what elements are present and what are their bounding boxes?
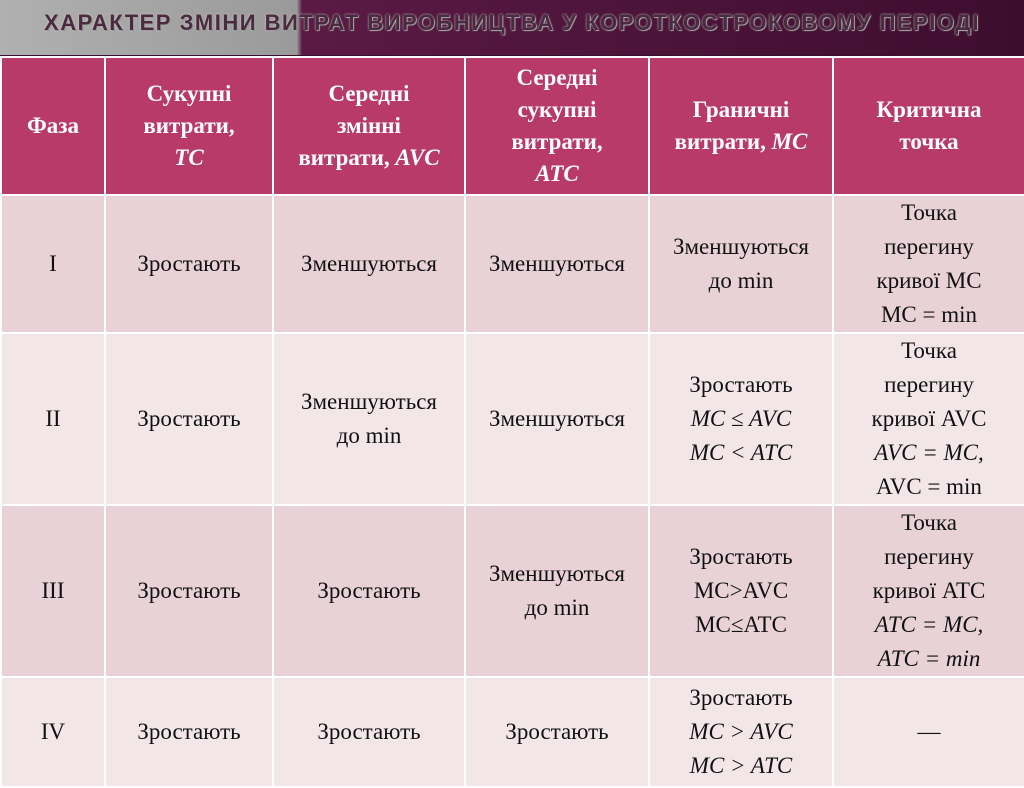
- cell-line: ATC = MC,: [874, 612, 984, 637]
- cell-avc: [273, 195, 465, 333]
- cell-line: Зменшуються: [300, 251, 437, 276]
- cell-line: Зменшуються: [488, 406, 625, 431]
- header-atc-line: сукупні: [517, 97, 597, 122]
- header-atc: [465, 57, 649, 195]
- cell-line: Зростають: [689, 372, 793, 397]
- cell-line: Зростають: [317, 578, 421, 603]
- cell-line: Зростають: [505, 719, 609, 744]
- cell-line: кривої MC: [876, 268, 982, 293]
- header-critical: [833, 57, 1024, 195]
- cell-line: до min: [336, 423, 402, 448]
- cell-mc: [649, 333, 833, 505]
- header-avc-line: витрати,: [298, 145, 396, 170]
- title-bar: [0, 0, 1024, 55]
- cell-critical: [833, 505, 1024, 677]
- cell-line: Зростають: [317, 719, 421, 744]
- cell-line: Точка: [901, 200, 957, 225]
- cell-tc: Зростають: [105, 333, 273, 505]
- cell-line: Зменшуються: [488, 561, 625, 586]
- cell-line: —: [917, 719, 941, 744]
- cell-atc: [465, 677, 649, 787]
- cell-phase: III: [1, 505, 105, 677]
- cell-tc: Зростають: [105, 195, 273, 333]
- header-critical-line: Критична: [876, 97, 982, 122]
- header-avc-abbr: AVC: [395, 145, 440, 170]
- table-row: [1, 333, 1024, 505]
- cell-line: MC > ATC: [689, 753, 793, 778]
- header-avc-line: Середні: [328, 81, 410, 106]
- cell-line: MC>AVC: [693, 578, 789, 603]
- cell-line: до min: [708, 268, 774, 293]
- header-mc-line: Граничні: [692, 97, 790, 122]
- header-row: [1, 57, 1024, 195]
- header-atc-line: Середні: [516, 65, 598, 90]
- cell-atc: [465, 505, 649, 677]
- header-tc: [105, 57, 273, 195]
- cell-avc: [273, 677, 465, 787]
- cell-atc: [465, 333, 649, 505]
- header-tc-abbr: TC: [174, 145, 204, 170]
- cell-line: MC = min: [880, 302, 978, 327]
- cell-line: Зростають: [689, 685, 793, 710]
- cell-line: перегину: [884, 372, 974, 397]
- cell-phase: II: [1, 333, 105, 505]
- header-mc-line: витрати,: [674, 129, 772, 154]
- header-critical-line: точка: [899, 129, 959, 154]
- cell-line: Зростають: [689, 544, 793, 569]
- cell-mc: [649, 195, 833, 333]
- cell-line: MC≤ATC: [695, 612, 787, 637]
- cell-line: ATC = min: [877, 646, 981, 671]
- cell-critical: [833, 195, 1024, 333]
- header-atc-line: витрати,: [511, 129, 603, 154]
- cell-line: AVC = min: [876, 474, 982, 499]
- cell-critical: [833, 333, 1024, 505]
- cell-avc: [273, 333, 465, 505]
- cost-table: [0, 56, 1024, 788]
- cell-atc: [465, 195, 649, 333]
- cell-line: перегину: [884, 544, 974, 569]
- header-phase-label: Фаза: [27, 113, 79, 138]
- cell-avc: [273, 505, 465, 677]
- table-row: [1, 505, 1024, 677]
- slide-title: ХАРАКТЕР ЗМІНИ ВИТРАТ ВИРОБНИЦТВА У КОРОТКОСТРОКОВОМУ ПЕРІОДІ: [44, 10, 980, 35]
- cell-mc: [649, 677, 833, 787]
- header-tc-line: Сукупні: [146, 81, 232, 106]
- cell-line: кривої AVC: [871, 406, 987, 431]
- header-mc-abbr: MC: [771, 129, 808, 154]
- header-tc-line: витрати,: [143, 113, 235, 138]
- cell-tc: Зростають: [105, 677, 273, 787]
- cell-line: Точка: [901, 510, 957, 535]
- table-row: [1, 195, 1024, 333]
- cell-line: Точка: [901, 338, 957, 363]
- cell-mc: [649, 505, 833, 677]
- header-mc: [649, 57, 833, 195]
- cell-line: перегину: [884, 234, 974, 259]
- cell-line: Зменшуються: [300, 389, 437, 414]
- cell-line: AVC = MC,: [874, 440, 984, 465]
- cell-line: MC < ATC: [689, 440, 793, 465]
- cell-line: MC ≤ AVC: [690, 406, 792, 431]
- cell-tc: Зростають: [105, 505, 273, 677]
- table-row: [1, 677, 1024, 787]
- cell-line: Зменшуються: [672, 234, 809, 259]
- cell-phase: I: [1, 195, 105, 333]
- cell-line: до min: [524, 595, 590, 620]
- header-avc: [273, 57, 465, 195]
- cell-critical: [833, 677, 1024, 787]
- header-avc-line: змінні: [337, 113, 401, 138]
- cell-line: MC > AVC: [689, 719, 793, 744]
- header-phase: [1, 57, 105, 195]
- cell-line: кривої ATC: [872, 578, 986, 603]
- cell-line: Зменшуються: [488, 251, 625, 276]
- header-atc-abbr: ATC: [535, 161, 579, 186]
- cell-phase: IV: [1, 677, 105, 787]
